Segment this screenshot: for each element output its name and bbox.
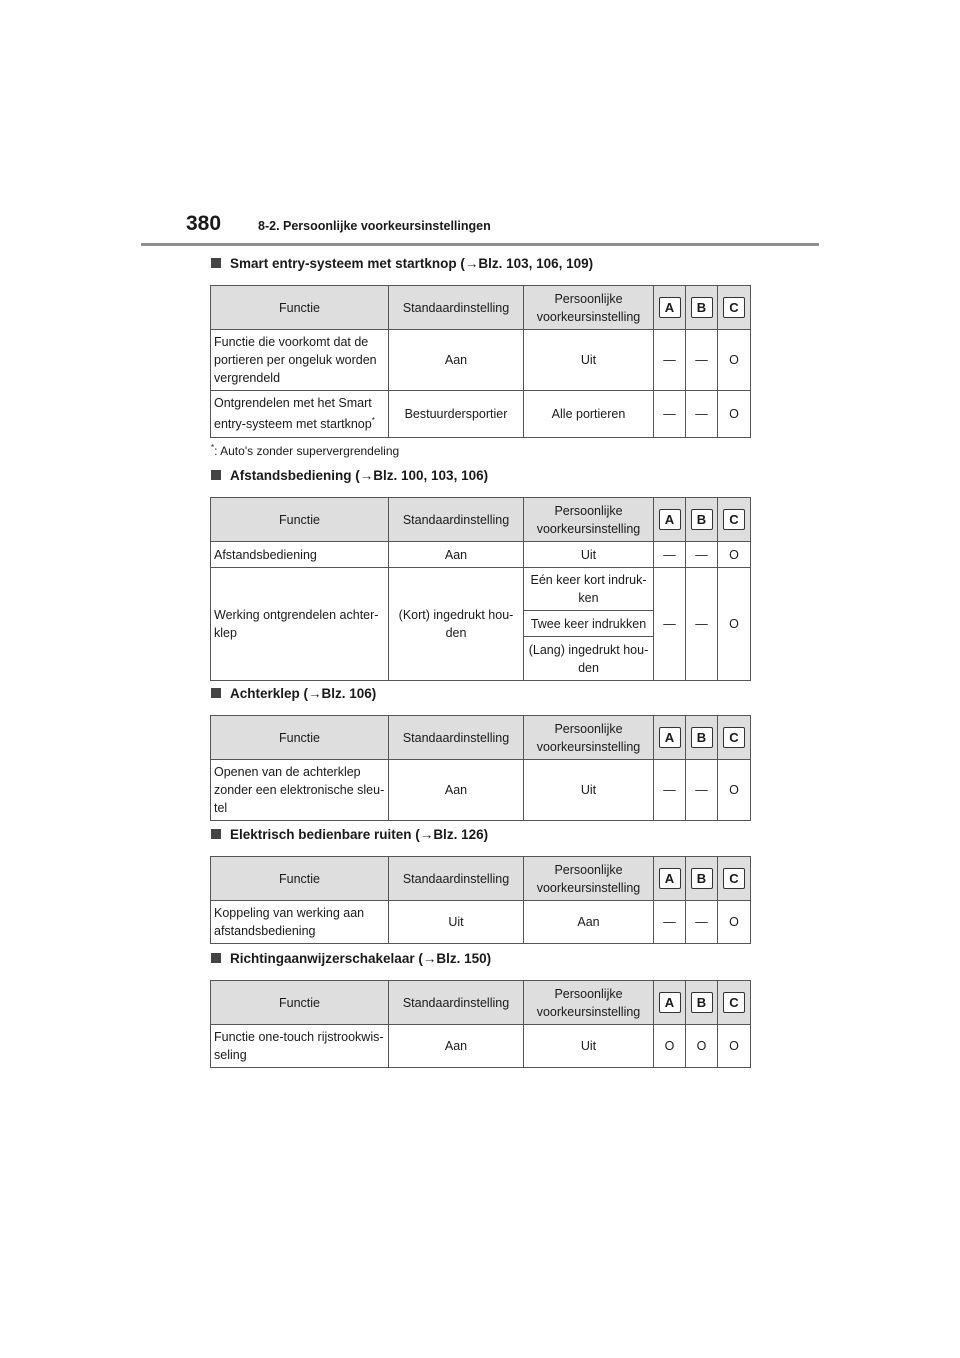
table-row: Ontgrendelen met het Smart entry-systeem met startknop* Bestuurdersportier Alle portieren — — O [211,391,751,438]
col-functie: Functie [211,286,389,330]
header-rule [141,243,819,246]
heading-richtingaanwijzer: Richtingaanwijzerschakelaar (→Blz. 150) [211,951,491,966]
table-row: (Lang) ingedrukt hou-den [211,637,751,681]
letter-a-icon: A [659,727,681,748]
footnote-mark: * [371,416,375,426]
letter-b-icon: B [691,509,713,530]
col-a [654,981,686,1025]
arrow-icon: → [422,951,437,966]
arrow-icon: → [308,686,322,701]
table-row: Twee keer indrukken [211,611,751,637]
table-richtingaanwijzer [210,980,751,1068]
letter-c-icon: C [723,297,745,318]
arrow-icon: → [359,468,374,483]
col-c [718,286,751,330]
letter-c-icon: C [723,727,745,748]
table-row: Functie die voorkomt dat de portieren per ongeluk worden vergrendeld Aan Uit — — O [211,330,751,391]
heading-ruiten: Elektrisch bedienbare ruiten (→Blz. 126) [211,827,488,842]
arrow-icon: → [464,256,479,271]
col-a [654,498,686,542]
col-a [654,716,686,760]
col-functie: Functie [211,498,389,542]
bullet-square-icon [211,470,221,480]
table-row: Koppeling van werking aan afstandsbediening Uit Aan — — O [211,901,751,944]
col-standaard: Standaardinstelling [389,716,524,760]
heading-afstandsbediening: Afstandsbediening (→Blz. 100, 103, 106) [211,468,488,483]
col-persoonlijk: Persoonlijke voorkeursinstelling [524,286,654,330]
letter-a-icon: A [659,297,681,318]
bullet-square-icon [211,829,221,839]
heading-smart-entry: Smart entry-systeem met startknop (→Blz. 103, 106, 109) [211,256,593,271]
footnote: *: Auto's zonder supervergrendeling [211,443,400,458]
col-standaard: Standaardinstelling [389,981,524,1025]
letter-b-icon: B [691,868,713,889]
col-b [686,857,718,901]
col-c [718,981,751,1025]
col-b [686,498,718,542]
table-row: Openen van de achterklep zonder een elektronische sleu-tel Aan Uit — — O [211,760,751,821]
letter-b-icon: B [691,727,713,748]
table-achterklep [210,715,751,821]
table-header-row [211,716,751,760]
letter-a-icon: A [659,868,681,889]
col-persoonlijk: Persoonlijke voorkeursinstelling [524,857,654,901]
col-persoonlijk: Persoonlijke voorkeursinstelling [524,716,654,760]
col-a [654,286,686,330]
table-header-row [211,286,751,330]
table-header-row [211,498,751,542]
heading-achterklep: Achterklep (→Blz. 106) [211,686,376,701]
letter-c-icon: C [723,992,745,1013]
table-ruiten [210,856,751,944]
table-header-row [211,857,751,901]
arrow-icon: → [419,827,434,842]
table-smart-entry [210,285,751,438]
col-standaard: Standaardinstelling [389,286,524,330]
col-a [654,857,686,901]
col-functie: Functie [211,857,389,901]
letter-b-icon: B [691,992,713,1013]
col-standaard: Standaardinstelling [389,498,524,542]
col-c [718,716,751,760]
table-row: Functie one-touch rijstrookwis-seling Aan Uit O O O [211,1025,751,1068]
bullet-square-icon [211,258,221,268]
bullet-square-icon [211,688,221,698]
col-b [686,286,718,330]
bullet-square-icon [211,953,221,963]
letter-b-icon: B [691,297,713,318]
section-title: 8-2. Persoonlijke voorkeursinstellingen [258,219,491,233]
letter-c-icon: C [723,868,745,889]
table-afstandsbediening [210,497,751,681]
letter-a-icon: A [659,992,681,1013]
table-row: Werking ontgrendelen achter-klep (Kort) ingedrukt hou-den Eén keer kort indruk-ken — — O [211,568,751,611]
col-b [686,716,718,760]
col-functie: Functie [211,981,389,1025]
table-row: Afstandsbediening Aan Uit — — O [211,542,751,568]
letter-c-icon: C [723,509,745,530]
col-c [718,498,751,542]
page-number: 380 [186,212,222,235]
letter-a-icon: A [659,509,681,530]
col-functie: Functie [211,716,389,760]
col-persoonlijk: Persoonlijke voorkeursinstelling [524,981,654,1025]
col-persoonlijk: Persoonlijke voorkeursinstelling [524,498,654,542]
col-standaard: Standaardinstelling [389,857,524,901]
col-b [686,981,718,1025]
table-header-row [211,981,751,1025]
col-c [718,857,751,901]
